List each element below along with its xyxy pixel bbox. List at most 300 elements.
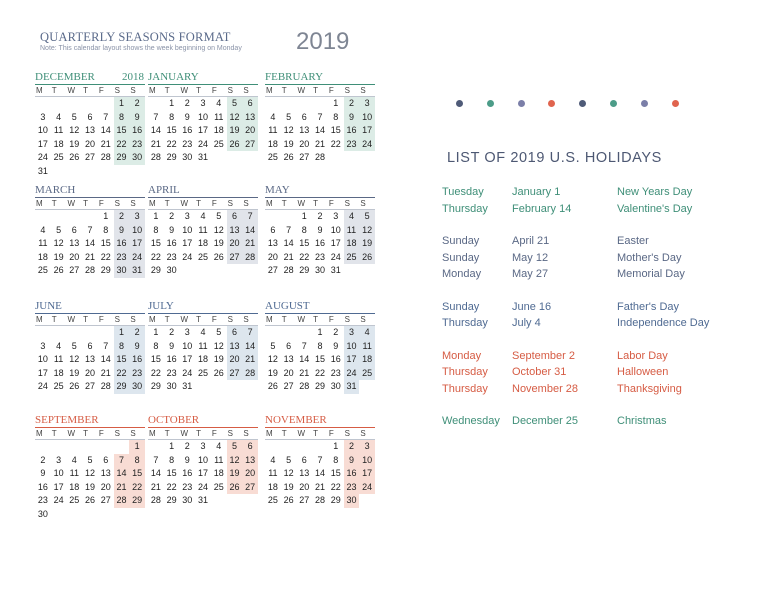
month-name xyxy=(148,414,258,428)
holiday-date: May 27 xyxy=(512,268,549,280)
day-cell: 5 xyxy=(56,224,62,235)
holiday-day: Tuesday xyxy=(442,186,484,198)
weekday-initial: F xyxy=(211,86,217,95)
week-row xyxy=(265,151,375,165)
weekday-initial: F xyxy=(328,86,334,95)
day-cell: 10 xyxy=(344,340,360,354)
weekday-initial: F xyxy=(211,429,217,438)
weekday-initial: T xyxy=(83,199,89,208)
day-cell: 18 xyxy=(69,481,80,492)
day-cell: 13 xyxy=(100,468,111,478)
month-name xyxy=(35,414,145,428)
day-cell: 29 xyxy=(150,265,161,275)
day-cell xyxy=(281,97,297,111)
weekday-initial: S xyxy=(114,429,120,438)
weekday-initial: W xyxy=(67,429,75,438)
month-name-text: SEPTEMBER xyxy=(35,414,99,426)
day-cell: 13 xyxy=(242,454,258,468)
month-february xyxy=(265,71,375,165)
day-cell: 20 xyxy=(100,481,111,492)
decorative-dot-icon xyxy=(548,100,555,107)
weekday-header xyxy=(35,428,145,440)
day-cell: 12 xyxy=(69,354,80,364)
day-cell xyxy=(359,380,375,394)
day-cell xyxy=(242,380,258,394)
day-cell: 4 xyxy=(40,224,46,235)
day-cell xyxy=(51,210,67,224)
day-cell: 18 xyxy=(198,238,209,248)
weekday-initial: S xyxy=(360,315,366,324)
month-name-text: DECEMBER xyxy=(35,71,95,83)
day-cell: 18 xyxy=(267,481,278,492)
month-name-text: JANUARY xyxy=(148,71,199,83)
week-row xyxy=(35,138,145,152)
holiday-name: Thanksgiving xyxy=(617,382,682,395)
day-cell: 10 xyxy=(359,454,375,468)
day-cell: 4 xyxy=(216,441,222,451)
holiday-name: Independence Day xyxy=(617,317,710,329)
day-cell: 27 xyxy=(242,481,258,495)
day-cell xyxy=(35,440,51,454)
day-cell xyxy=(82,97,98,111)
day-cell: 31 xyxy=(129,264,145,278)
day-cell: 8 xyxy=(333,454,339,465)
day-cell: 8 xyxy=(103,224,109,235)
weekday-initial: T xyxy=(83,315,89,324)
weekday-initial: F xyxy=(98,199,104,208)
day-cell: 5 xyxy=(359,210,375,224)
day-cell: 11 xyxy=(359,340,375,354)
weekday-header xyxy=(265,314,375,326)
weekday-initial: M xyxy=(266,315,273,324)
weekday-initial: M xyxy=(36,86,43,95)
day-cell: 28 xyxy=(85,265,96,275)
day-cell xyxy=(265,97,281,111)
day-cell: 21 xyxy=(315,138,326,149)
weekday-initial: S xyxy=(227,429,233,438)
day-cell: 27 xyxy=(299,152,310,162)
day-cell: 10 xyxy=(37,354,48,364)
weekday-header xyxy=(35,85,145,97)
month-april xyxy=(148,184,258,278)
holiday-name: Labor Day xyxy=(617,349,668,362)
week-row xyxy=(265,481,375,495)
weekday-initial: M xyxy=(149,86,156,95)
day-cell: 19 xyxy=(53,251,64,262)
day-cell: 23 xyxy=(129,367,145,381)
week-row xyxy=(35,440,145,454)
weekday-initial: S xyxy=(344,199,350,208)
day-cell: 30 xyxy=(166,265,177,275)
day-cell: 10 xyxy=(129,224,145,238)
week-row xyxy=(148,481,258,495)
day-cell: 29 xyxy=(129,494,145,508)
day-cell: 5 xyxy=(216,327,222,337)
day-cell: 24 xyxy=(37,152,48,162)
day-cell: 24 xyxy=(129,251,145,265)
day-cell: 21 xyxy=(100,138,111,149)
weekday-header xyxy=(265,85,375,97)
weekday-initial: W xyxy=(297,315,305,324)
day-cell: 8 xyxy=(301,224,307,235)
day-cell: 3 xyxy=(184,327,190,337)
day-cell: 12 xyxy=(69,125,80,135)
weekday-initial: W xyxy=(297,429,305,438)
day-cell: 10 xyxy=(182,340,193,351)
day-cell: 9 xyxy=(129,340,145,354)
month-name xyxy=(265,414,375,428)
weekday-initial: S xyxy=(114,86,120,95)
week-row xyxy=(35,454,145,468)
weekday-initial: T xyxy=(313,199,319,208)
day-cell xyxy=(51,508,67,522)
day-cell: 2 xyxy=(114,210,130,224)
day-cell: 16 xyxy=(182,468,193,478)
day-cell: 3 xyxy=(344,326,360,340)
day-cell: 11 xyxy=(344,224,360,238)
day-cell: 1 xyxy=(153,211,159,221)
day-cell: 20 xyxy=(299,481,310,492)
weekday-initial: S xyxy=(360,429,366,438)
weekday-initial: T xyxy=(51,86,57,95)
day-cell: 4 xyxy=(270,454,276,465)
day-cell: 31 xyxy=(182,381,193,391)
week-row xyxy=(265,97,375,111)
weekday-initial: T xyxy=(51,199,57,208)
day-cell: 30 xyxy=(330,381,341,391)
day-cell: 6 xyxy=(87,111,93,122)
weekday-initial: T xyxy=(313,86,319,95)
day-cell: 13 xyxy=(227,340,243,354)
day-cell: 17 xyxy=(359,467,375,481)
day-cell: 27 xyxy=(85,381,96,391)
day-cell: 30 xyxy=(129,151,145,165)
weekday-initial: S xyxy=(130,199,136,208)
holiday-day: Thursday xyxy=(442,202,488,215)
day-cell xyxy=(312,97,328,111)
weekday-initial: T xyxy=(281,86,287,95)
day-cell: 7 xyxy=(242,326,258,340)
day-cell xyxy=(66,326,82,340)
holiday-day: Sunday xyxy=(442,235,480,247)
day-cell: 12 xyxy=(227,454,243,468)
day-cell xyxy=(51,97,67,111)
day-cell xyxy=(82,326,98,340)
day-cell: 27 xyxy=(100,495,111,505)
weekday-initial: F xyxy=(98,429,104,438)
day-cell: 3 xyxy=(40,340,46,351)
weekday-initial: S xyxy=(243,199,249,208)
day-cell: 5 xyxy=(71,111,77,122)
weekday-initial: F xyxy=(328,429,334,438)
day-cell: 22 xyxy=(100,251,111,262)
day-cell: 21 xyxy=(315,481,326,492)
month-year: 2018 xyxy=(122,71,144,83)
month-june xyxy=(35,300,145,394)
day-cell: 1 xyxy=(317,327,323,337)
week-row xyxy=(148,97,258,111)
day-cell: 24 xyxy=(330,251,341,262)
day-cell: 7 xyxy=(87,224,93,235)
day-cell: 13 xyxy=(227,224,243,238)
day-cell: 19 xyxy=(213,238,224,248)
day-cell xyxy=(114,165,130,179)
weekday-initial: W xyxy=(67,199,75,208)
day-cell: 3 xyxy=(359,440,375,454)
day-cell: 23 xyxy=(315,251,326,262)
day-cell: 16 xyxy=(182,125,193,135)
day-cell xyxy=(195,264,211,278)
month-may xyxy=(265,184,375,278)
day-cell: 5 xyxy=(286,111,292,122)
week-row xyxy=(148,440,258,454)
day-cell xyxy=(148,97,164,111)
day-cell: 7 xyxy=(103,111,109,122)
day-cell: 2 xyxy=(169,327,175,337)
day-cell: 16 xyxy=(330,354,341,364)
holiday-date: April 21 xyxy=(512,235,550,247)
weekday-initial: T xyxy=(164,199,170,208)
day-cell xyxy=(82,210,98,224)
day-cell: 24 xyxy=(198,138,209,149)
day-cell: 13 xyxy=(69,238,80,248)
weekday-initial: T xyxy=(196,199,202,208)
month-name xyxy=(35,71,145,85)
layout-note: Note: This calendar layout shows the week beginning on Monday xyxy=(40,45,242,52)
day-cell: 2 xyxy=(317,211,323,221)
week-row xyxy=(265,340,375,354)
day-cell: 3 xyxy=(184,211,190,221)
day-cell: 11 xyxy=(214,111,224,122)
weekday-header xyxy=(265,198,375,210)
week-row xyxy=(35,481,145,495)
day-cell: 13 xyxy=(267,238,278,248)
weekday-initial: F xyxy=(211,315,217,324)
day-cell: 29 xyxy=(166,495,177,505)
day-cell: 1 xyxy=(301,211,307,221)
day-cell: 6 xyxy=(301,111,307,122)
day-cell xyxy=(281,440,297,454)
day-cell: 15 xyxy=(150,354,161,364)
day-cell: 22 xyxy=(114,138,130,152)
week-row xyxy=(35,97,145,111)
day-cell: 11 xyxy=(53,125,64,135)
day-cell: 22 xyxy=(315,367,326,378)
weekday-initial: S xyxy=(114,199,120,208)
day-cell: 21 xyxy=(150,481,161,492)
week-row xyxy=(35,237,145,251)
holiday-name: New Years Day xyxy=(617,186,693,198)
month-name-text: NOVEMBER xyxy=(265,414,327,426)
day-cell: 18 xyxy=(359,353,375,367)
day-cell: 2 xyxy=(184,441,190,451)
day-cell: 4 xyxy=(200,211,206,221)
week-row xyxy=(35,124,145,138)
day-cell: 20 xyxy=(299,138,310,149)
day-cell: 22 xyxy=(166,481,177,492)
day-cell: 22 xyxy=(166,138,177,149)
day-cell: 26 xyxy=(213,367,224,378)
day-cell: 5 xyxy=(227,440,243,454)
day-cell xyxy=(344,151,360,165)
day-cell xyxy=(242,494,258,508)
day-cell: 4 xyxy=(56,340,62,351)
day-cell: 19 xyxy=(227,467,243,481)
day-cell xyxy=(35,210,51,224)
day-cell: 18 xyxy=(53,367,64,378)
week-row xyxy=(265,124,375,138)
day-cell: 10 xyxy=(53,468,64,478)
holidays-title: LIST OF 2019 U.S. HOLIDAYS xyxy=(447,150,662,166)
day-cell: 14 xyxy=(283,238,294,248)
day-cell: 26 xyxy=(359,251,375,265)
weekday-initial: S xyxy=(243,315,249,324)
holiday-day: Sunday xyxy=(442,251,480,264)
weekday-initial: W xyxy=(67,315,75,324)
weekday-initial: F xyxy=(211,199,217,208)
day-cell: 14 xyxy=(242,340,258,354)
day-cell xyxy=(35,326,51,340)
day-cell xyxy=(211,380,227,394)
day-cell: 19 xyxy=(213,354,224,364)
day-cell: 24 xyxy=(359,481,375,495)
day-cell: 20 xyxy=(69,251,80,262)
day-cell: 23 xyxy=(182,138,193,149)
day-cell: 26 xyxy=(267,381,278,391)
day-cell: 17 xyxy=(53,481,64,492)
day-cell: 4 xyxy=(71,454,77,465)
week-row xyxy=(35,165,145,179)
day-cell: 7 xyxy=(114,454,130,468)
week-row xyxy=(265,224,375,238)
day-cell: 12 xyxy=(213,224,224,235)
day-cell: 13 xyxy=(242,111,258,125)
decorative-dot-icon xyxy=(579,100,586,107)
day-cell xyxy=(66,210,82,224)
day-cell: 29 xyxy=(166,152,177,162)
week-row xyxy=(148,124,258,138)
day-cell: 23 xyxy=(344,138,360,152)
weekday-initial: S xyxy=(360,199,366,208)
day-cell: 22 xyxy=(330,481,341,492)
day-cell: 11 xyxy=(214,454,224,465)
day-cell xyxy=(211,264,227,278)
day-cell: 25 xyxy=(198,367,209,378)
holiday-date: November 28 xyxy=(512,382,579,395)
day-cell: 14 xyxy=(299,354,310,364)
decorative-dots xyxy=(456,100,686,108)
day-cell: 13 xyxy=(283,354,294,364)
holiday-day: Sunday xyxy=(442,300,480,313)
weekday-initial: S xyxy=(243,86,249,95)
day-cell: 25 xyxy=(267,152,278,162)
weekday-initial: S xyxy=(130,86,136,95)
day-cell: 13 xyxy=(85,125,96,135)
day-cell: 9 xyxy=(169,224,175,235)
day-cell: 2 xyxy=(129,326,145,340)
weekday-initial: T xyxy=(281,199,287,208)
holiday-date: September 2 xyxy=(512,349,575,362)
month-name xyxy=(265,71,375,85)
week-row xyxy=(265,237,375,251)
day-cell: 17 xyxy=(330,238,341,248)
week-row xyxy=(35,367,145,381)
day-cell: 24 xyxy=(344,367,360,381)
week-row xyxy=(35,264,145,278)
day-cell: 10 xyxy=(330,224,341,235)
weekday-header xyxy=(148,198,258,210)
day-cell xyxy=(296,326,312,340)
day-cell: 10 xyxy=(198,111,209,122)
holiday-day: Thursday xyxy=(442,382,488,395)
day-cell: 11 xyxy=(69,468,79,478)
week-row xyxy=(148,467,258,481)
day-cell: 8 xyxy=(333,111,339,122)
day-cell: 7 xyxy=(242,210,258,224)
weekday-initial: W xyxy=(180,315,188,324)
day-cell: 9 xyxy=(344,454,360,468)
day-cell: 23 xyxy=(344,481,360,495)
week-row xyxy=(265,138,375,152)
day-cell: 20 xyxy=(85,138,96,149)
day-cell: 28 xyxy=(150,152,161,162)
day-cell: 30 xyxy=(114,264,130,278)
day-cell xyxy=(82,440,98,454)
day-cell: 24 xyxy=(359,138,375,152)
day-cell: 22 xyxy=(129,481,145,495)
day-cell xyxy=(129,508,145,522)
day-cell: 12 xyxy=(53,238,64,248)
day-cell: 14 xyxy=(100,125,111,135)
day-cell xyxy=(359,494,375,508)
weekday-initial: W xyxy=(180,86,188,95)
month-september xyxy=(35,414,145,521)
day-cell: 4 xyxy=(56,111,62,122)
weekday-initial: S xyxy=(227,315,233,324)
month-name xyxy=(265,184,375,198)
day-cell xyxy=(344,264,360,278)
day-cell: 23 xyxy=(182,481,193,492)
month-name xyxy=(148,184,258,198)
week-row xyxy=(265,111,375,125)
day-cell: 24 xyxy=(182,367,193,378)
week-row xyxy=(35,251,145,265)
day-cell: 30 xyxy=(129,380,145,394)
day-cell: 8 xyxy=(114,340,130,354)
decorative-dot-icon xyxy=(487,100,494,107)
day-cell: 8 xyxy=(169,454,175,465)
day-cell: 12 xyxy=(283,125,294,135)
month-december xyxy=(35,71,145,178)
day-cell: 6 xyxy=(227,326,243,340)
day-cell xyxy=(265,326,281,340)
holiday-name: Valentine's Day xyxy=(617,202,693,215)
day-cell: 9 xyxy=(114,224,130,238)
day-cell: 28 xyxy=(150,495,161,505)
day-cell: 17 xyxy=(359,124,375,138)
decorative-dot-icon xyxy=(456,100,463,107)
day-cell: 24 xyxy=(53,495,64,505)
day-cell: 2 xyxy=(344,97,360,111)
weekday-initial: F xyxy=(98,86,104,95)
day-cell: 21 xyxy=(283,251,294,262)
day-cell: 6 xyxy=(227,210,243,224)
day-cell: 28 xyxy=(100,381,111,391)
day-cell: 20 xyxy=(85,367,96,378)
weekday-initial: W xyxy=(67,86,75,95)
day-cell: 19 xyxy=(85,481,96,492)
day-cell: 28 xyxy=(315,152,326,162)
